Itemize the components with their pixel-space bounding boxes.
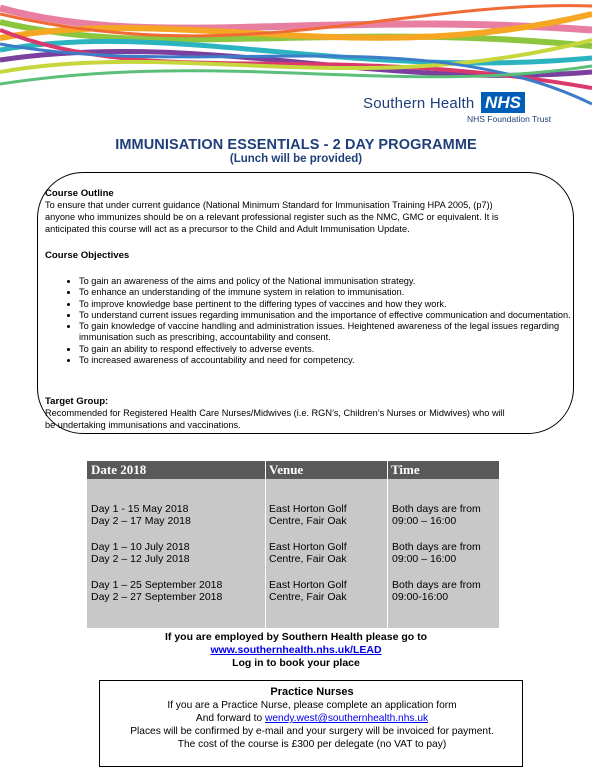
time-cell: 09:00 – 16:00 <box>392 553 457 565</box>
practice-line: If you are a Practice Nurse, please complete an application form <box>167 700 457 711</box>
time-cell: 09:00 – 16:00 <box>392 515 457 527</box>
column-header-date: Date 2018 <box>91 462 147 477</box>
list-item: • To gain knowledge of vaccine handling and administration issues. Heightened awareness of the legal issues regarding immunisation such as prescribing, accountability and consent. <box>79 321 592 344</box>
logo-trust: NHS Foundation Trust <box>467 114 552 124</box>
objectives-list <box>45 276 592 366</box>
practice-heading: Practice Nurses <box>270 686 354 698</box>
booking-link[interactable]: www.southernhealth.nhs.uk/LEAD <box>210 644 382 656</box>
logo-name: Southern Health <box>363 95 475 112</box>
outline-heading: Course Outline <box>45 188 114 199</box>
page-title: IMMUNISATION ESSENTIALS - 2 DAY PROGRAMME <box>115 137 477 153</box>
date-cell: Day 1 – 25 September 2018 <box>91 579 223 591</box>
date-cell: Day 1 – 10 July 2018 <box>91 541 190 553</box>
column-divider <box>387 461 388 628</box>
venue-cell: East Horton Golf <box>269 579 347 591</box>
outline-line: To ensure that under current guidance (National Minimum Standard for Immunisation Training HPA 2005, (p7)) <box>45 200 493 210</box>
list-item: • To improve knowledge base pertinent to the differing types of vaccines and how they work. <box>79 299 592 310</box>
date-cell: Day 2 – 27 September 2018 <box>91 591 223 603</box>
date-cell: Day 1 - 15 May 2018 <box>91 503 189 515</box>
objectives-heading: Course Objectives <box>45 250 130 261</box>
time-cell: 09:00-16:00 <box>392 591 449 603</box>
list-item: • To enhance an understanding of the immune system in relation to immunisation. <box>79 287 592 298</box>
list-item: • To gain an ability to respond effectively to adverse events. <box>79 344 592 355</box>
column-divider <box>265 461 266 628</box>
forward-text: And forward to <box>195 713 266 724</box>
column-header-venue: Venue <box>269 462 304 477</box>
booking-link-wrap <box>0 644 592 656</box>
venue-cell: East Horton Golf <box>269 503 347 515</box>
practice-line: Places will be confirmed by e-mail and your surgery will be invoiced for payment. <box>130 726 494 737</box>
email-link[interactable]: wendy.west@southernhealth.nhs.uk <box>265 713 429 724</box>
schedule-header-row <box>87 461 499 479</box>
target-line: be undertaking immunisations and vaccinations. <box>45 420 241 430</box>
practice-nurses-box <box>99 680 523 767</box>
venue-cell: Centre, Fair Oak <box>269 553 347 565</box>
schedule-table <box>87 461 499 628</box>
venue-cell: Centre, Fair Oak <box>269 515 347 527</box>
booking-line: Log in to book your place <box>232 657 360 669</box>
list-item: • To understand current issues regarding immunisation and the importance of effective communication and documentation. <box>79 310 592 321</box>
outline-line: anyone who immunizes should be on a relevant professional register such as the NMC, GMC or equivalent. It is <box>45 212 499 222</box>
outline-line: anticipated this course will act as a precursor to the Child and Adult Immunisation Update. <box>45 224 410 234</box>
practice-line: The cost of the course is £300 per delegate (no VAT to pay) <box>177 739 447 750</box>
time-cell: Both days are from <box>392 541 481 553</box>
venue-cell: East Horton Golf <box>269 541 347 553</box>
venue-cell: Centre, Fair Oak <box>269 591 347 603</box>
nhs-logo <box>363 92 552 128</box>
list-item: • To increased awareness of accountability and need for competency. <box>79 355 592 366</box>
target-heading: Target Group: <box>45 396 109 407</box>
time-cell: Both days are from <box>392 579 481 591</box>
list-item: • To gain an awareness of the aims and policy of the National immunisation strategy. <box>79 276 592 287</box>
booking-line: If you are employed by Southern Health please go to <box>165 631 427 643</box>
time-cell: Both days are from <box>392 503 481 515</box>
page-subtitle: (Lunch will be provided) <box>229 153 363 165</box>
date-cell: Day 2 – 17 May 2018 <box>91 515 191 527</box>
practice-line <box>100 713 524 725</box>
target-line: Recommended for Registered Health Care Nurses/Midwives (i.e. RGN’s, Children’s Nurses or Midwives) who will <box>45 408 505 418</box>
nhs-badge: NHS <box>481 92 525 113</box>
column-header-time: Time <box>391 462 420 477</box>
date-cell: Day 2 – 12 July 2018 <box>91 553 190 565</box>
